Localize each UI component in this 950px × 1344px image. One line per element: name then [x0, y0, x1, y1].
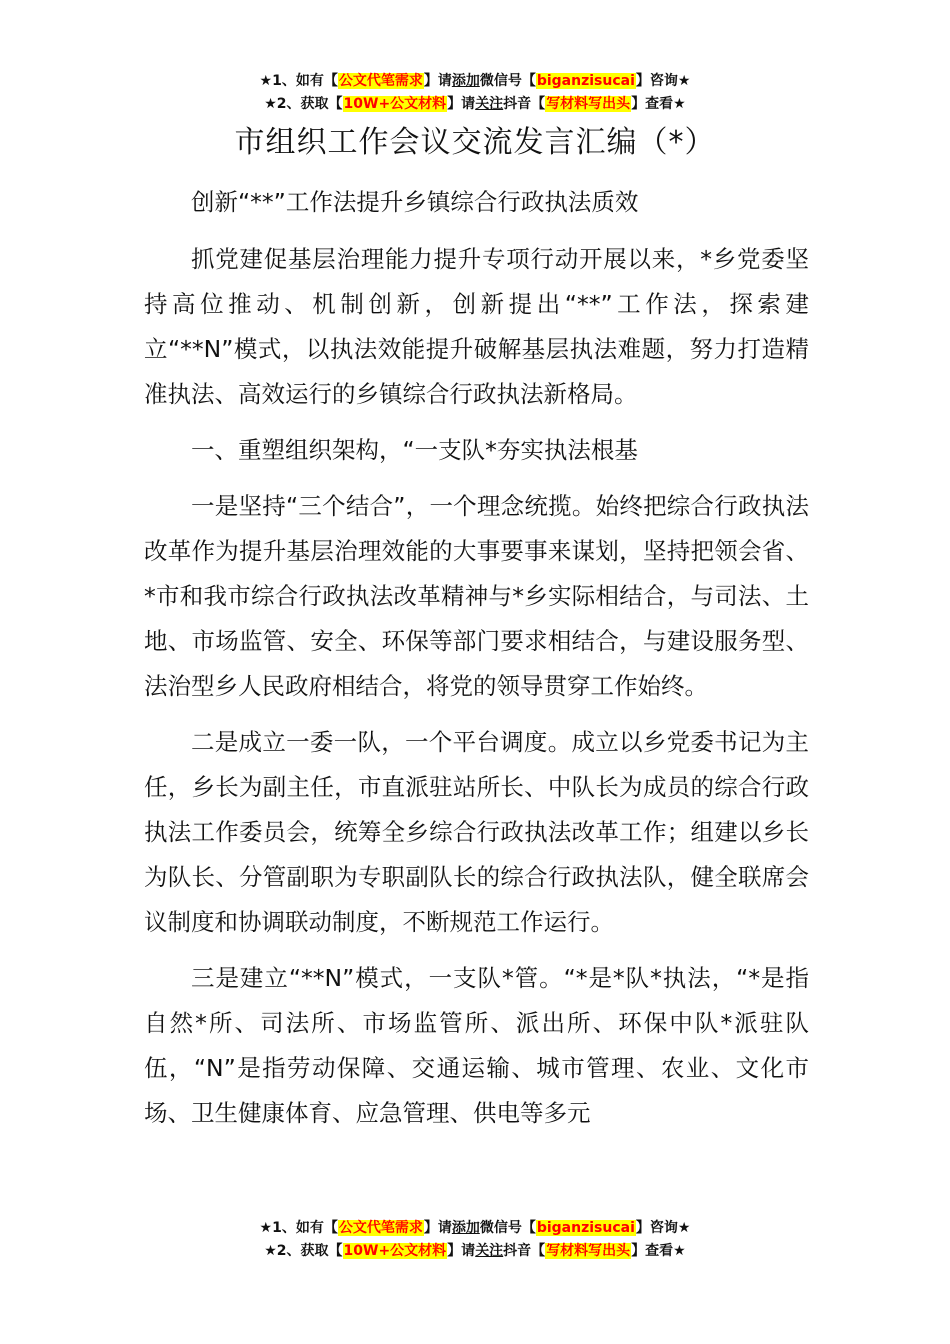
promo-highlight: 公文代笔需求	[338, 1220, 423, 1236]
douyin-account-highlight: 写材料写出头	[546, 96, 631, 112]
promo-underlined: 关注	[475, 1243, 504, 1259]
promo-text: 抖音【	[503, 1243, 546, 1259]
promo-line-1	[0, 1217, 950, 1240]
promo-line-2	[0, 1240, 950, 1263]
top-promo-banner	[0, 70, 950, 116]
promo-highlight: 10W+公文材料	[343, 96, 447, 112]
promo-text: 】请	[423, 73, 452, 89]
promo-line-1	[0, 70, 950, 93]
promo-text: ★1、如有【	[259, 1220, 338, 1236]
promo-text: ★2、获取【	[264, 1243, 343, 1259]
wechat-id-highlight: biganzisucai	[536, 1220, 635, 1236]
body-paragraph: 一是坚持“三个结合”，一个理念统揽。始终把综合行政执法改革作为提升基层治理效能的大事要事来谋划，坚持把领会省、*市和我市综合行政执法改革精神与*乡实际相结合，与司法、土地、市场监管、安全、环保等部门要求相结合，与建设服务型、法治型乡人民政府相结合，将党的领导贯穿工作始终。	[144, 492, 809, 700]
promo-highlight: 公文代笔需求	[338, 73, 423, 89]
promo-line-2	[0, 93, 950, 116]
bottom-promo-banner	[0, 1217, 950, 1263]
section-heading: 一、重塑组织架构，“一支队*夯实执法根基	[191, 436, 638, 464]
document-body	[144, 180, 809, 1136]
body-paragraph: 二是成立一委一队，一个平台调度。成立以乡党委书记为主任，乡长为副主任，市直派驻站所长、中队长为成员的综合行政执法工作委员会，统筹全乡综合行政执法改革工作；组建以乡长为队长、分管副职为专职副队长的综合行政执法队，健全联席会议制度和协调联动制度，不断规范工作运行。	[144, 728, 809, 936]
intro-paragraph: 抓党建促基层治理能力提升专项行动开展以来，*乡党委坚持高位推动、机制创新，创新提出“**”工作法，探索建立“**N”模式，以执法效能提升破解基层执法难题，努力打造精准执法、高效运行的乡镇综合行政执法新格局。	[144, 245, 809, 408]
promo-underlined: 添加	[451, 1220, 480, 1236]
promo-text: 】请	[423, 1220, 452, 1236]
promo-text: 】查看★	[631, 1243, 686, 1259]
document-subtitle: 创新“**”工作法提升乡镇综合行政执法质效	[191, 188, 639, 216]
promo-underlined: 关注	[475, 96, 504, 112]
wechat-id-highlight: biganzisucai	[536, 73, 635, 89]
body-paragraph: 三是建立“**N”模式，一支队*管。“*是*队*执法，“*是指自然*所、司法所、市场监管所、派出所、环保中队*派驻队伍，“N”是指劳动保障、交通运输、城市管理、农业、文化市场、卫生健康体育、应急管理、供电等多元	[144, 964, 809, 1127]
promo-text: 】咨询★	[635, 73, 691, 89]
promo-text: ★1、如有【	[259, 73, 338, 89]
promo-text: 微信号【	[479, 1220, 536, 1236]
douyin-account-highlight: 写材料写出头	[546, 1243, 631, 1259]
promo-text: 】咨询★	[635, 1220, 691, 1236]
promo-text: 抖音【	[503, 96, 546, 112]
document-title: 市组织工作会议交流发言汇编（*）	[234, 125, 716, 160]
promo-text: ★2、获取【	[264, 96, 343, 112]
promo-text: 】请	[447, 96, 476, 112]
promo-underlined: 添加	[451, 73, 480, 89]
promo-highlight: 10W+公文材料	[343, 1243, 447, 1259]
promo-text: 】请	[447, 1243, 476, 1259]
promo-text: 】查看★	[631, 96, 686, 112]
promo-text: 微信号【	[479, 73, 536, 89]
